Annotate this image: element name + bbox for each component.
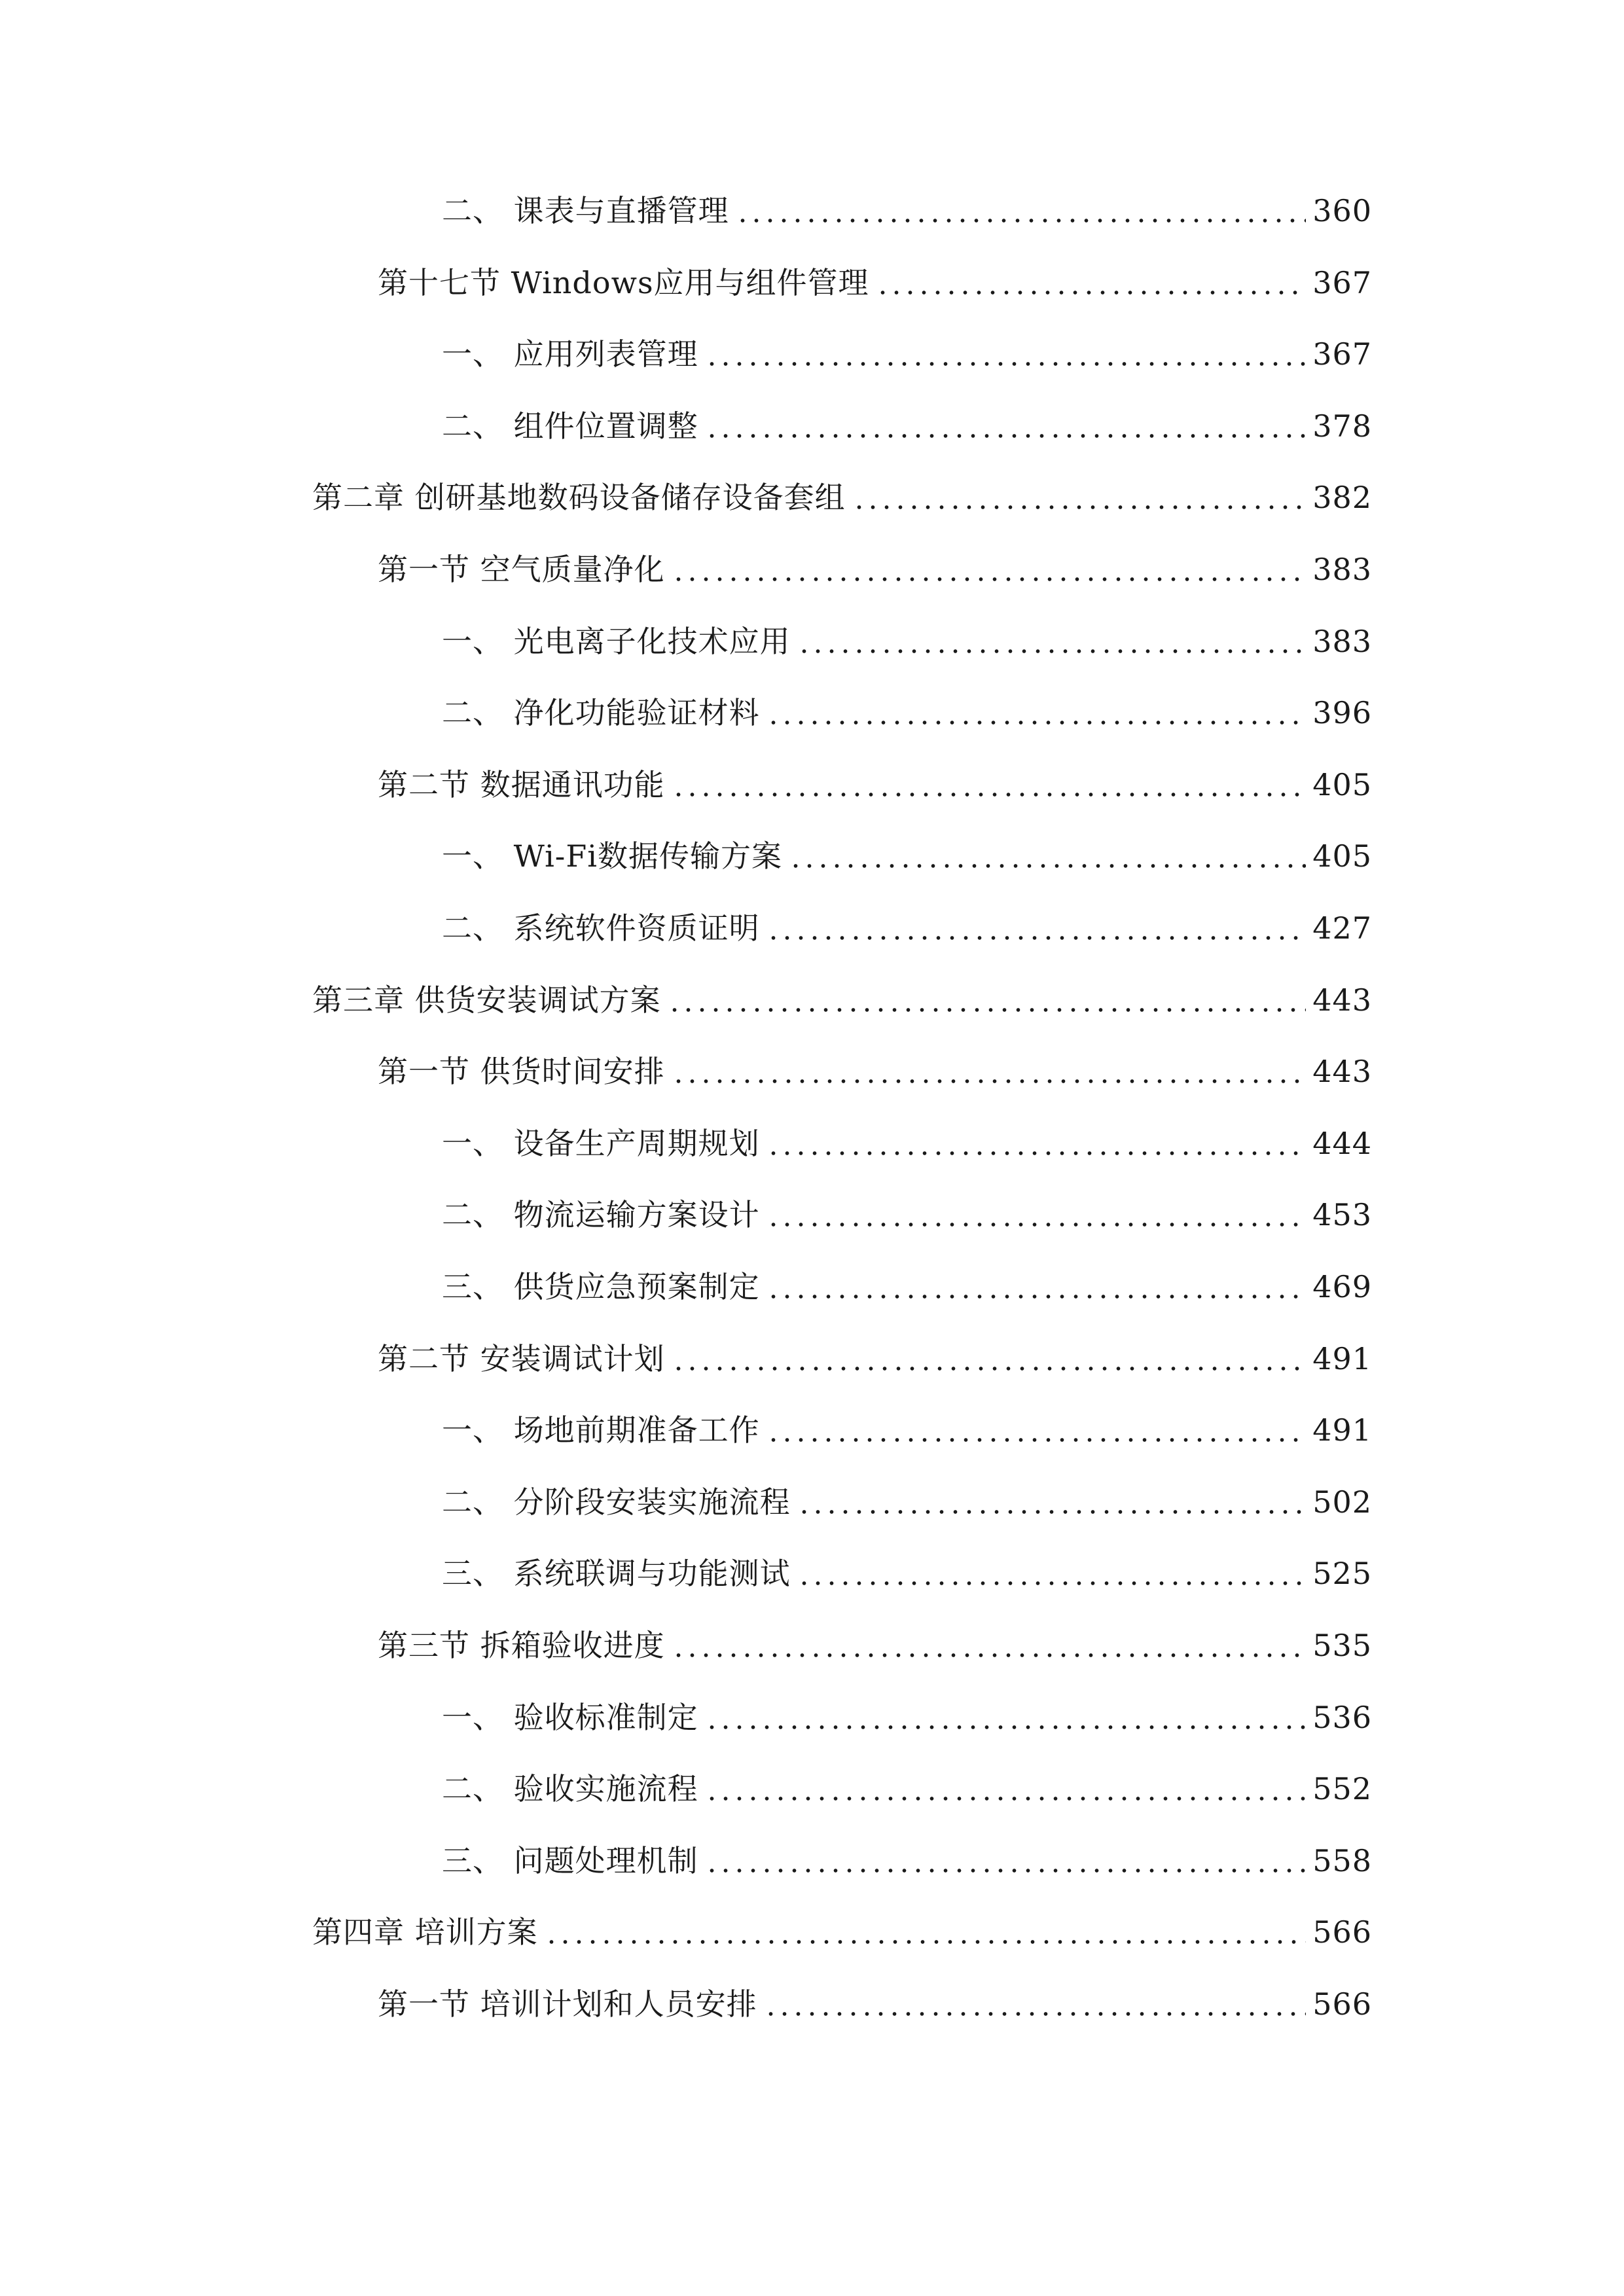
toc-entry-label: 二、 物流运输方案设计 bbox=[442, 1197, 760, 1232]
toc-entry[interactable] bbox=[442, 823, 1372, 876]
toc-dot-leader bbox=[705, 1725, 1307, 1729]
toc-dot-leader bbox=[797, 1510, 1307, 1514]
toc-entry[interactable] bbox=[378, 1613, 1372, 1665]
toc-entry[interactable] bbox=[442, 1254, 1372, 1306]
toc-entry-label: 第三节 拆箱验收进度 bbox=[378, 1628, 665, 1663]
toc-entry-page-number: 536 bbox=[1312, 1700, 1372, 1735]
toc-dot-leader bbox=[767, 936, 1307, 940]
toc-entry-label: 二、 课表与直播管理 bbox=[442, 193, 729, 228]
toc-entry-label: 二、 组件位置调整 bbox=[442, 408, 698, 444]
toc-dot-leader bbox=[705, 434, 1307, 438]
toc-entry-page-number: 535 bbox=[1312, 1628, 1372, 1663]
toc-entry-label: 第二章 创研基地数码设备储存设备套组 bbox=[312, 480, 846, 515]
toc-entry[interactable] bbox=[442, 1756, 1372, 1808]
toc-dot-leader bbox=[876, 291, 1307, 295]
toc-entry[interactable] bbox=[442, 393, 1372, 446]
toc-dot-leader bbox=[852, 505, 1307, 509]
toc-dot-leader bbox=[672, 1079, 1307, 1083]
toc-entry[interactable] bbox=[442, 1182, 1372, 1234]
toc-entry-label: 二、 系统软件资质证明 bbox=[442, 910, 760, 946]
toc-dot-leader bbox=[545, 1940, 1307, 1944]
toc-entry-page-number: 383 bbox=[1312, 624, 1372, 659]
toc-entry[interactable] bbox=[442, 1828, 1372, 1880]
toc-dot-leader bbox=[672, 1653, 1307, 1657]
toc-dot-leader bbox=[767, 1438, 1307, 1442]
toc-entry-label: 三、 问题处理机制 bbox=[442, 1843, 698, 1878]
toc-entry[interactable] bbox=[442, 178, 1372, 230]
toc-entry-label: 三、 供货应急预案制定 bbox=[442, 1269, 760, 1304]
toc-entry-page-number: 443 bbox=[1312, 1054, 1372, 1089]
toc-dot-leader bbox=[672, 1367, 1307, 1371]
toc-dot-leader bbox=[705, 362, 1307, 366]
toc-entry-label: 第一节 培训计划和人员安排 bbox=[378, 1986, 757, 2022]
toc-dot-leader bbox=[705, 1797, 1307, 1801]
toc-dot-leader bbox=[767, 721, 1307, 725]
toc-entry[interactable] bbox=[442, 1111, 1372, 1163]
toc-entry-label: 二、 验收实施流程 bbox=[442, 1771, 698, 1806]
toc-entry[interactable] bbox=[378, 1971, 1372, 2024]
toc-entry[interactable] bbox=[378, 1039, 1372, 1091]
toc-entry-page-number: 566 bbox=[1312, 1914, 1372, 1950]
toc-entry-label: 一、 应用列表管理 bbox=[442, 336, 698, 372]
toc-dot-leader bbox=[764, 2012, 1307, 2016]
toc-entry-page-number: 444 bbox=[1312, 1126, 1372, 1161]
toc-entry-label: 第一节 空气质量净化 bbox=[378, 552, 665, 587]
toc-entry-label: 第三章 供货安装调试方案 bbox=[312, 982, 661, 1018]
toc-entry-page-number: 378 bbox=[1312, 408, 1372, 444]
toc-entry-label: 第二节 安装调试计划 bbox=[378, 1341, 665, 1376]
toc-entry-label: 二、 净化功能验证材料 bbox=[442, 695, 760, 730]
toc-entry[interactable] bbox=[378, 250, 1372, 302]
toc-entry[interactable] bbox=[442, 895, 1372, 948]
toc-entry[interactable] bbox=[378, 1326, 1372, 1378]
toc-entry[interactable] bbox=[442, 680, 1372, 732]
toc-dot-leader bbox=[672, 793, 1307, 797]
toc-dot-leader bbox=[767, 1223, 1307, 1227]
toc-entry-label: 第二节 数据通讯功能 bbox=[378, 767, 665, 802]
toc-dot-leader bbox=[797, 649, 1307, 653]
toc-entry[interactable] bbox=[378, 752, 1372, 804]
toc-entry-label: 第十七节 Windows应用与组件管理 bbox=[378, 265, 869, 300]
toc-entry[interactable] bbox=[312, 967, 1372, 1020]
toc-entry-page-number: 558 bbox=[1312, 1843, 1372, 1878]
toc-entry-label: 一、 场地前期准备工作 bbox=[442, 1412, 760, 1448]
toc-entry-label: 第四章 培训方案 bbox=[312, 1914, 538, 1950]
toc-entry-page-number: 491 bbox=[1312, 1341, 1372, 1376]
toc-dot-leader bbox=[767, 1295, 1307, 1299]
toc-entry-page-number: 382 bbox=[1312, 480, 1372, 515]
toc-entry[interactable] bbox=[442, 321, 1372, 374]
toc-entry[interactable] bbox=[442, 1541, 1372, 1593]
toc-dot-leader bbox=[797, 1581, 1307, 1585]
toc-entry[interactable] bbox=[442, 609, 1372, 661]
toc-entry-label: 二、 分阶段安装实施流程 bbox=[442, 1484, 791, 1520]
toc-entry-page-number: 367 bbox=[1312, 336, 1372, 372]
toc-entry-label: 三、 系统联调与功能测试 bbox=[442, 1556, 791, 1591]
toc-entry[interactable] bbox=[312, 1899, 1372, 1952]
toc-dot-leader bbox=[672, 577, 1307, 581]
toc-entry-label: 第一节 供货时间安排 bbox=[378, 1054, 665, 1089]
toc-dot-leader bbox=[789, 864, 1306, 868]
toc-entry-page-number: 396 bbox=[1312, 695, 1372, 730]
toc-entry-page-number: 427 bbox=[1312, 910, 1372, 946]
toc-entry-page-number: 502 bbox=[1312, 1484, 1372, 1520]
toc-dot-leader bbox=[668, 1008, 1307, 1012]
toc-entry-page-number: 469 bbox=[1312, 1269, 1372, 1304]
toc-dot-leader bbox=[705, 1869, 1307, 1873]
toc-entry-label: 一、 设备生产周期规划 bbox=[442, 1126, 760, 1161]
toc-entry-page-number: 443 bbox=[1312, 982, 1372, 1018]
toc-entry[interactable] bbox=[378, 537, 1372, 589]
toc-entry-page-number: 405 bbox=[1312, 838, 1372, 874]
toc-entry-label: 一、 光电离子化技术应用 bbox=[442, 624, 791, 659]
toc-entry-page-number: 360 bbox=[1312, 193, 1372, 228]
toc-entry[interactable] bbox=[312, 465, 1372, 517]
toc-entry-page-number: 491 bbox=[1312, 1412, 1372, 1448]
toc-entry-page-number: 525 bbox=[1312, 1556, 1372, 1591]
toc-entry[interactable] bbox=[442, 1469, 1372, 1522]
toc-entry-page-number: 453 bbox=[1312, 1197, 1372, 1232]
toc-entry-page-number: 383 bbox=[1312, 552, 1372, 587]
toc-entry-page-number: 552 bbox=[1312, 1771, 1372, 1806]
toc-entry-page-number: 566 bbox=[1312, 1986, 1372, 2022]
toc-entry-label: 一、 Wi-Fi数据传输方案 bbox=[442, 838, 782, 874]
toc-dot-leader bbox=[767, 1151, 1307, 1155]
toc-entry[interactable] bbox=[442, 1397, 1372, 1450]
toc-dot-leader bbox=[736, 219, 1307, 223]
toc-entry-page-number: 367 bbox=[1312, 265, 1372, 300]
toc-entry[interactable] bbox=[442, 1685, 1372, 1737]
toc-entry-label: 一、 验收标准制定 bbox=[442, 1700, 698, 1735]
toc-entry-page-number: 405 bbox=[1312, 767, 1372, 802]
